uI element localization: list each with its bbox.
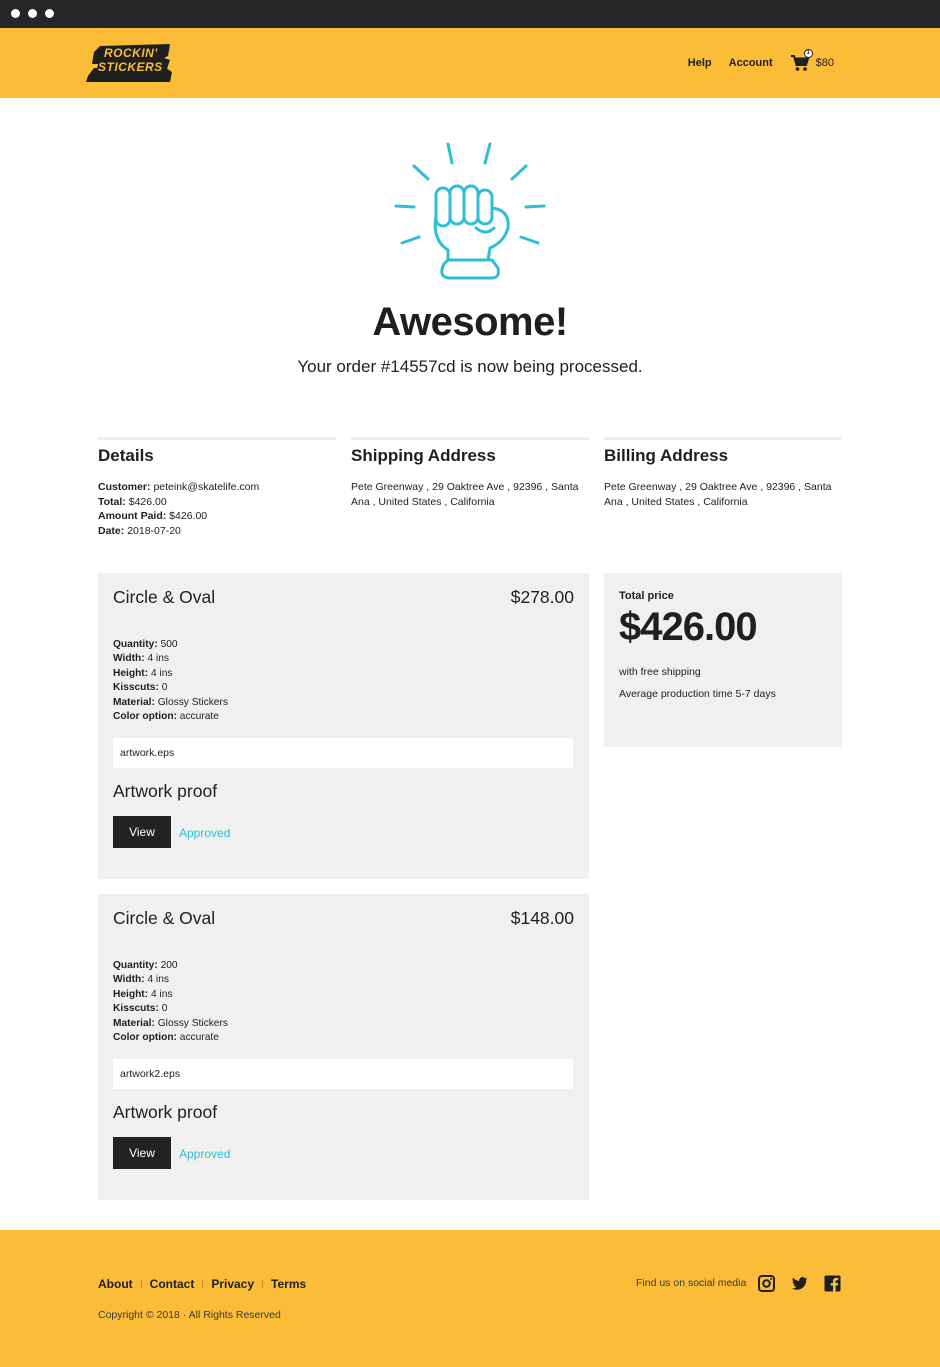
proof-status: Approved: [179, 826, 231, 840]
order-details-section: [98, 437, 336, 538]
spec-label: Kisscuts:: [113, 1003, 159, 1015]
spec-value: 0: [161, 682, 168, 694]
spec-width: [113, 652, 228, 666]
spec-label: Material:: [113, 1017, 155, 1029]
item-price: $278.00: [510, 587, 574, 607]
confirmation-headline: Awesome!: [372, 300, 568, 344]
nav-account-link[interactable]: Account: [728, 57, 773, 69]
site-footer: [0, 1230, 940, 1367]
window-dot-icon[interactable]: [28, 9, 37, 18]
spec-label: Quantity:: [113, 639, 158, 650]
total-value: $426.00: [128, 495, 167, 508]
spec-label: Height:: [113, 988, 149, 1000]
total-label: Total:: [98, 495, 126, 508]
spec-value: Glossy Stickers: [157, 696, 228, 708]
order-item-card: [98, 573, 589, 879]
spec-value: 0: [161, 1003, 168, 1015]
footer-divider: [141, 1280, 142, 1288]
svg-text:ROCKIN': ROCKIN': [104, 46, 158, 60]
browser-title-bar: [0, 0, 940, 28]
footer-link-about[interactable]: About: [98, 1277, 133, 1291]
facebook-icon[interactable]: [824, 1275, 841, 1292]
spec-quantity: [113, 959, 228, 973]
date-row: [98, 524, 336, 539]
main-nav: [671, 28, 834, 98]
artwork-file-field[interactable]: artwork.eps: [113, 738, 573, 768]
billing-address-section: [604, 437, 842, 509]
customer-row: [98, 480, 336, 495]
twitter-icon[interactable]: [791, 1275, 808, 1292]
spec-material: [113, 696, 228, 710]
spec-label: Width:: [113, 974, 145, 986]
spec-label: Height:: [113, 667, 149, 679]
spec-value: 4 ins: [147, 653, 169, 665]
proof-status: Approved: [179, 1147, 231, 1161]
date-value: 2018-07-20: [127, 524, 181, 537]
order-item-card: [98, 894, 589, 1200]
item-specs: [113, 638, 228, 724]
spec-color-option: [113, 710, 228, 724]
footer-divider: [202, 1280, 203, 1288]
billing-heading: Billing Address: [604, 446, 729, 465]
footer-divider: [262, 1280, 263, 1288]
social-media-label: Find us on social media: [636, 1277, 747, 1289]
shipping-heading: Shipping Address: [351, 446, 496, 465]
spec-label: Kisscuts:: [113, 682, 159, 694]
billing-address: Pete Greenway , 29 Oaktree Ave , 92396 , Santa Ana , United States , California: [604, 481, 832, 508]
spec-width: [113, 973, 228, 987]
spec-value: accurate: [179, 711, 219, 723]
footer-link-contact[interactable]: Contact: [149, 1277, 195, 1291]
rockin-stickers-logo[interactable]: [84, 42, 176, 84]
cart-button[interactable]: [790, 50, 810, 73]
spec-label: Quantity:: [113, 960, 158, 971]
raised-fist-icon: [386, 136, 556, 296]
total-row: [98, 495, 336, 510]
nav-help-link[interactable]: Help: [687, 57, 712, 69]
customer-email: peteink@skatelife.com: [153, 481, 260, 493]
window-dot-icon[interactable]: [45, 9, 54, 18]
artwork-file-field[interactable]: artwork2.eps: [113, 1059, 573, 1089]
view-proof-button[interactable]: View: [113, 1137, 171, 1169]
instagram-icon[interactable]: [758, 1275, 775, 1292]
window-dot-icon[interactable]: [11, 9, 20, 18]
footer-link-terms[interactable]: Terms: [271, 1277, 307, 1291]
amount-paid-value: $426.00: [169, 510, 208, 522]
date-label: Date:: [98, 524, 125, 537]
spec-label: Color option:: [113, 1032, 177, 1044]
spec-label: Width:: [113, 653, 145, 665]
svg-text:STICKERS: STICKERS: [98, 60, 163, 74]
item-price: $148.00: [510, 908, 574, 928]
spec-kisscuts: [113, 681, 228, 695]
spec-value: 4 ins: [150, 988, 173, 1000]
spec-label: Material:: [113, 696, 155, 708]
spec-value: Glossy Stickers: [157, 1017, 228, 1029]
spec-height: [113, 667, 228, 681]
spec-height: [113, 988, 228, 1002]
spec-kisscuts: [113, 1002, 228, 1016]
artwork-proof-heading: Artwork proof: [113, 1102, 218, 1122]
shipping-note: with free shipping: [619, 666, 701, 678]
view-proof-button[interactable]: View: [113, 816, 171, 848]
amount-paid-row: [98, 509, 336, 524]
amount-paid-label: Amount Paid:: [98, 510, 167, 522]
spec-material: [113, 1017, 228, 1031]
spec-color-option: [113, 1031, 228, 1045]
spec-value: 500: [160, 639, 178, 650]
total-price-label: Total price: [619, 590, 674, 602]
footer-link-privacy[interactable]: Privacy: [211, 1277, 255, 1291]
spec-label: Color option:: [113, 711, 177, 723]
item-specs: [113, 959, 228, 1045]
order-status-message: Your order #14557cd is now being processed.: [297, 357, 643, 376]
production-time-note: Average production time 5-7 days: [619, 688, 776, 700]
details-heading: Details: [98, 446, 154, 465]
cart-count-badge: 1: [804, 49, 813, 58]
footer-nav: [98, 1277, 306, 1291]
spec-value: accurate: [179, 1032, 219, 1044]
order-total-card: [604, 573, 842, 747]
artwork-proof-heading: Artwork proof: [113, 781, 218, 801]
spec-value: 4 ins: [150, 667, 173, 679]
item-title: Circle & Oval: [113, 908, 216, 928]
total-price-amount: $426.00: [619, 605, 757, 649]
customer-label: Customer:: [98, 481, 151, 493]
spec-value: 200: [160, 960, 178, 971]
site-header: [0, 28, 940, 98]
spec-value: 4 ins: [147, 974, 169, 986]
cart-total[interactable]: $80: [815, 57, 834, 69]
copyright-text: Copyright © 2018 · All Rights Reserved: [98, 1309, 281, 1321]
item-title: Circle & Oval: [113, 587, 216, 607]
spec-quantity: [113, 638, 228, 652]
shipping-address: Pete Greenway , 29 Oaktree Ave , 92396 , Santa Ana , United States , California: [351, 481, 579, 508]
shipping-address-section: [351, 437, 589, 509]
